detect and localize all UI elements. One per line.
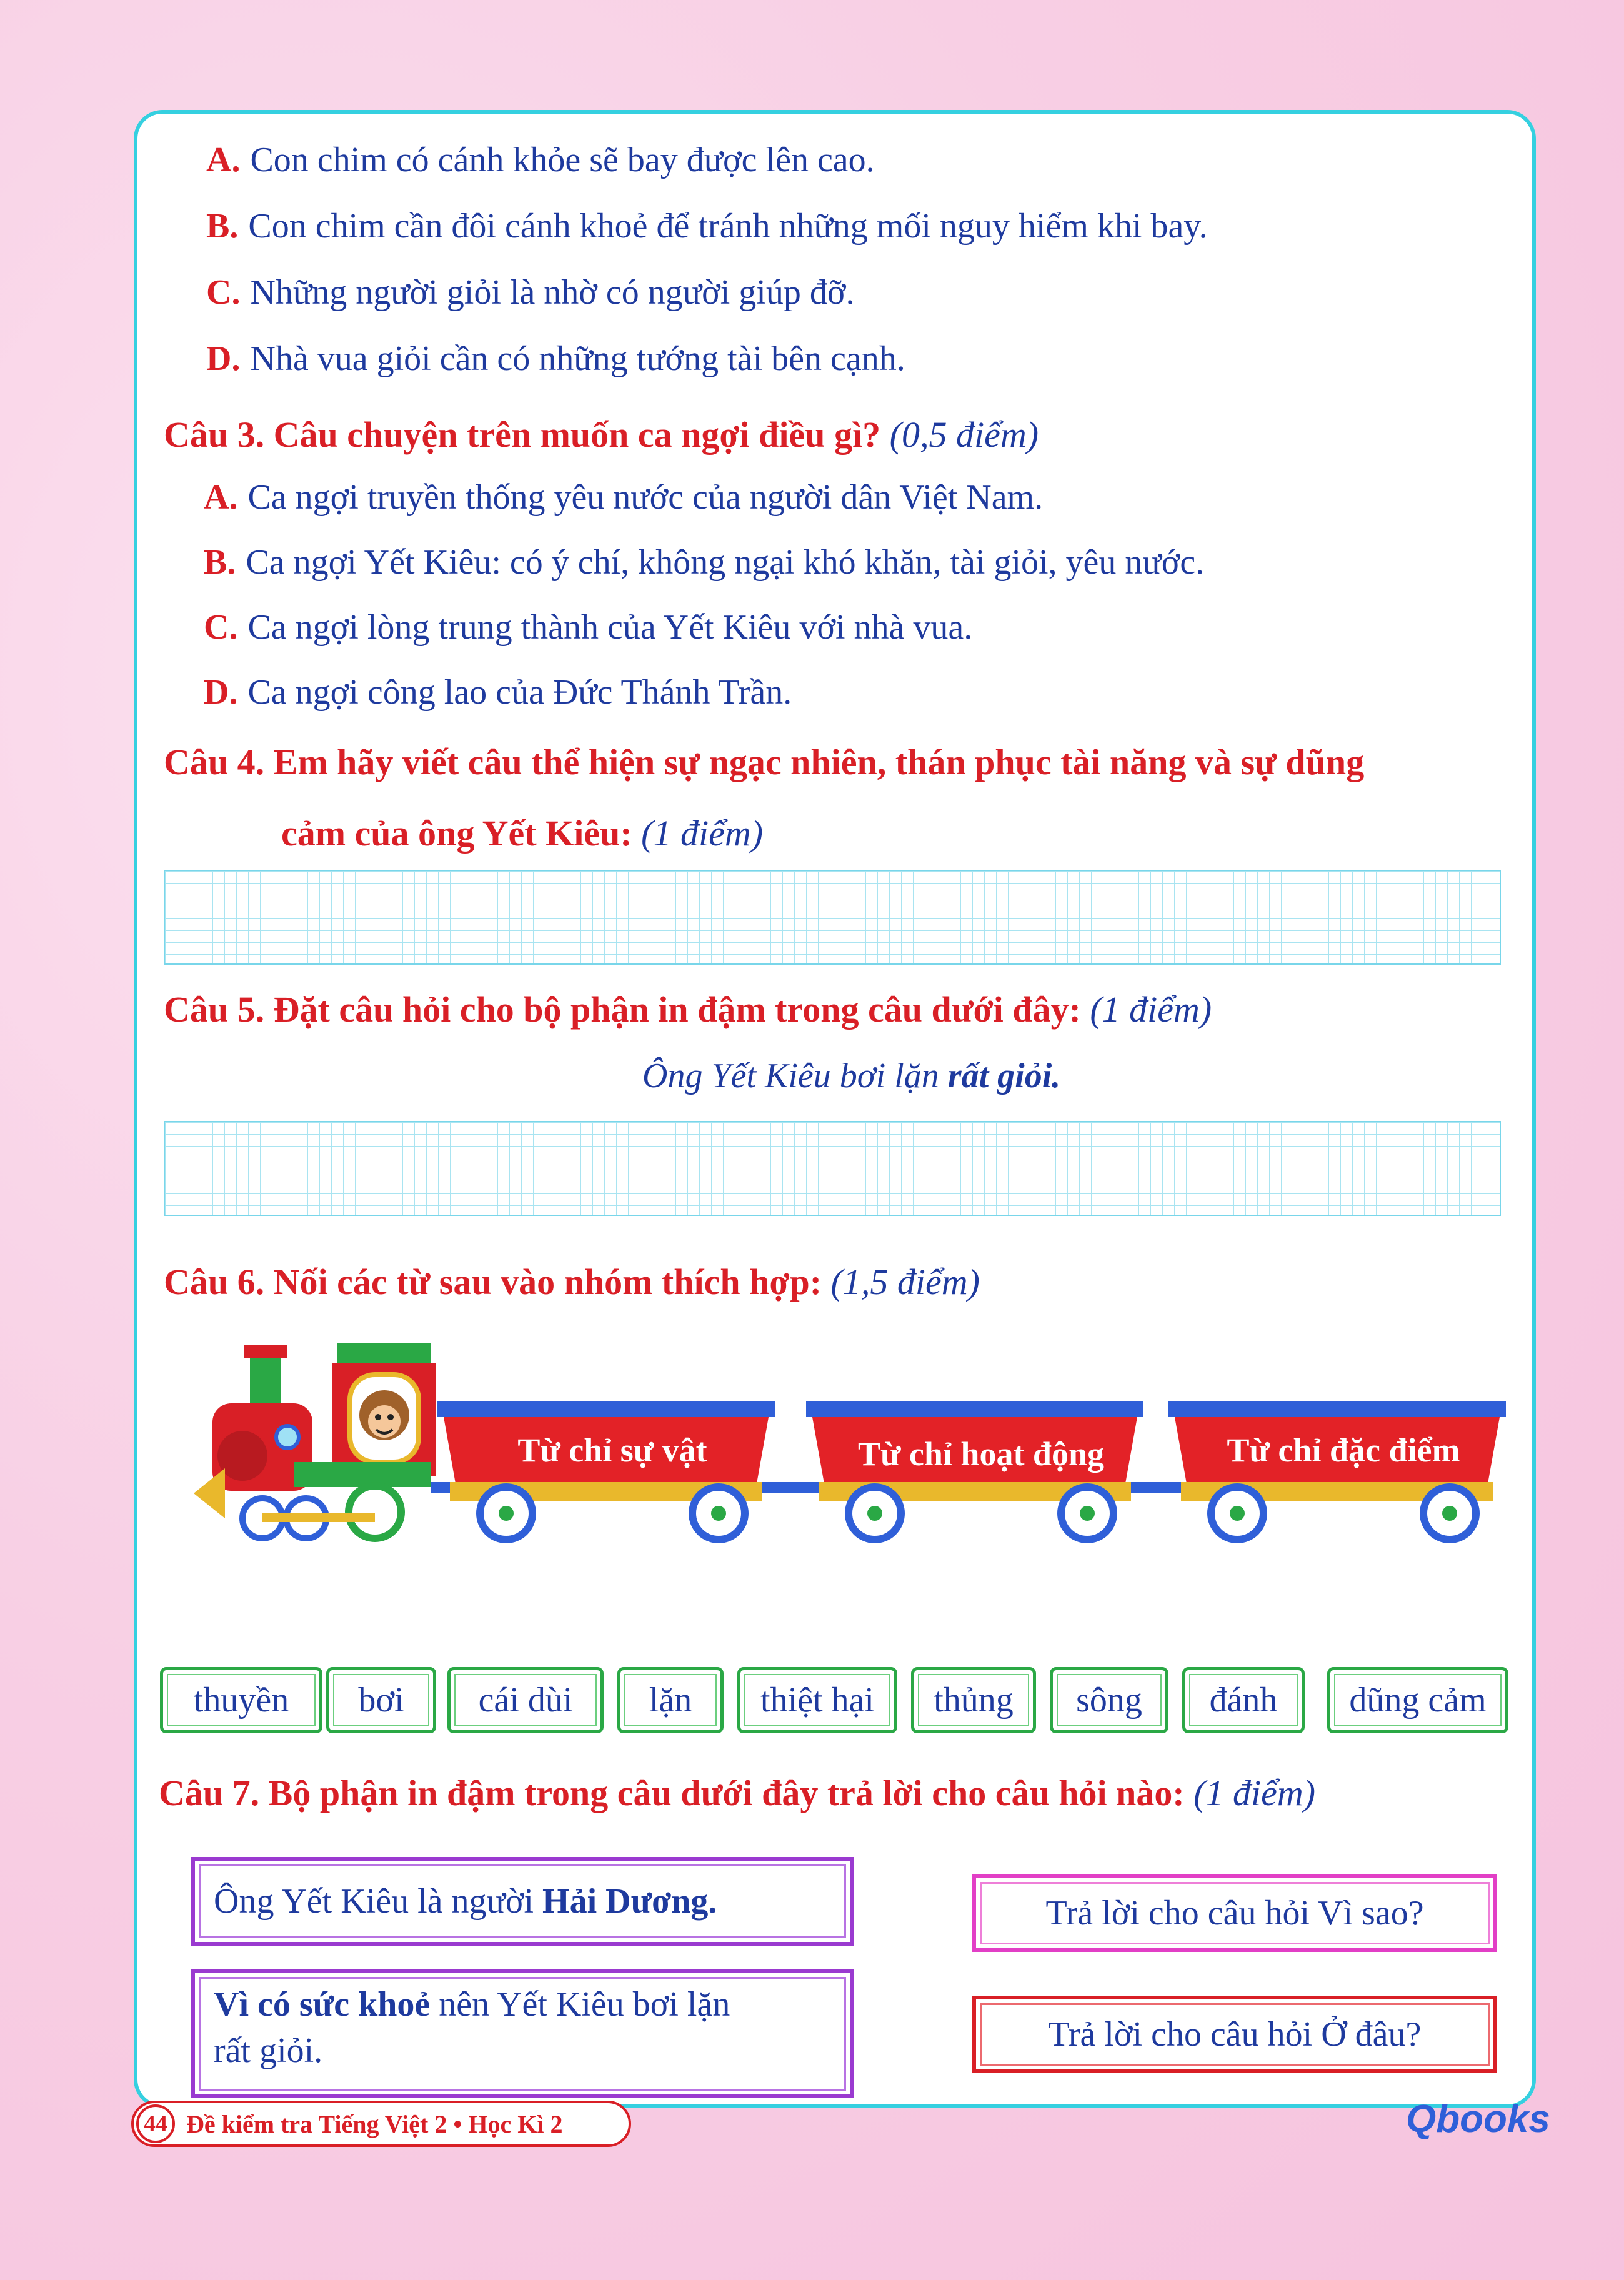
q2-option-a: A. Con chim có cánh khỏe sẽ bay được lên cao.: [206, 141, 875, 179]
word-box[interactable]: sông: [1050, 1667, 1168, 1733]
wagon-label-features: Từ chỉ đặc điểm: [1227, 1431, 1460, 1469]
q5-example-sentence: Ông Yết Kiêu bơi lặn rất giỏi.: [642, 1057, 1061, 1095]
q5-title: Câu 5. Đặt câu hỏi cho bộ phận in đậm trong câu dưới đây: (1 điểm): [164, 989, 1212, 1030]
q2-option-d: D. Nhà vua giỏi cần có những tướng tài bên cạnh.: [206, 339, 905, 378]
footer-book-title: 44 Đề kiểm tra Tiếng Việt 2 • Học Kì 2: [131, 2101, 631, 2147]
q2-option-c: C. Những người giỏi là nhờ có người giúp đỡ.: [206, 273, 855, 312]
word-box[interactable]: bơi: [326, 1667, 436, 1733]
locomotive: [194, 1343, 436, 1538]
word-box[interactable]: thuyền: [160, 1667, 322, 1733]
qbooks-logo: Qbooks: [1406, 2098, 1550, 2141]
word-box[interactable]: dũng cảm: [1327, 1667, 1508, 1733]
wagon-label-things: Từ chỉ sự vật: [517, 1431, 707, 1469]
q2-option-b: B. Con chim cần đôi cánh khoẻ để tránh những mối nguy hiểm khi bay.: [206, 207, 1208, 246]
wagon-3: [1168, 1401, 1506, 1540]
q3-option-a: A. Ca ngợi truyền thống yêu nước của người dân Việt Nam.: [204, 478, 1044, 517]
word-box[interactable]: cái dùi: [447, 1667, 604, 1733]
q3-title: Câu 3. Câu chuyện trên muốn ca ngợi điều gì? (0,5 điểm): [164, 414, 1039, 455]
q3-option-b: B. Ca ngợi Yết Kiêu: có ý chí, không ngại khó khăn, tài giỏi, yêu nước.: [204, 543, 1205, 582]
q7-title: Câu 7. Bộ phận in đậm trong câu dưới đây trả lời cho câu hỏi nào: (1 điểm): [159, 1773, 1316, 1813]
word-box[interactable]: đánh: [1182, 1667, 1305, 1733]
q3-option-d: D. Ca ngợi công lao của Đức Thánh Trần.: [204, 673, 792, 712]
q4-title-line2: cảm của ông Yết Kiêu: (1 điểm): [281, 813, 764, 854]
word-box[interactable]: thiệt hại: [737, 1667, 897, 1733]
q4-title-line1: Câu 4. Em hãy viết câu thể hiện sự ngạc nhiên, thán phục tài năng và sự dũng: [164, 742, 1365, 782]
q3-option-c: C. Ca ngợi lòng trung thành của Yết Kiêu với nhà vua.: [204, 608, 973, 647]
word-box[interactable]: lặn: [617, 1667, 724, 1733]
q7-answer-where[interactable]: Trả lời cho câu hỏi Ở đâu?: [972, 1996, 1497, 2073]
q7-answer-why[interactable]: Trả lời cho câu hỏi Vì sao?: [972, 1874, 1497, 1952]
wagon-label-actions: Từ chỉ hoạt động: [857, 1435, 1104, 1473]
word-box[interactable]: thủng: [911, 1667, 1036, 1733]
q6-title: Câu 6. Nối các từ sau vào nhóm thích hợp: (1,5 điểm): [164, 1262, 980, 1302]
page-number: 44: [136, 2104, 175, 2143]
q5-answer-grid[interactable]: [164, 1121, 1501, 1216]
q7-sentence-2[interactable]: Vì có sức khoẻ nên Yết Kiêu bơi lặn rất giỏi.: [191, 1969, 854, 2098]
q4-answer-grid[interactable]: [164, 870, 1501, 965]
q7-sentence-1[interactable]: Ông Yết Kiêu là người Hải Dương.: [191, 1857, 854, 1946]
wagon-1: [437, 1401, 775, 1540]
